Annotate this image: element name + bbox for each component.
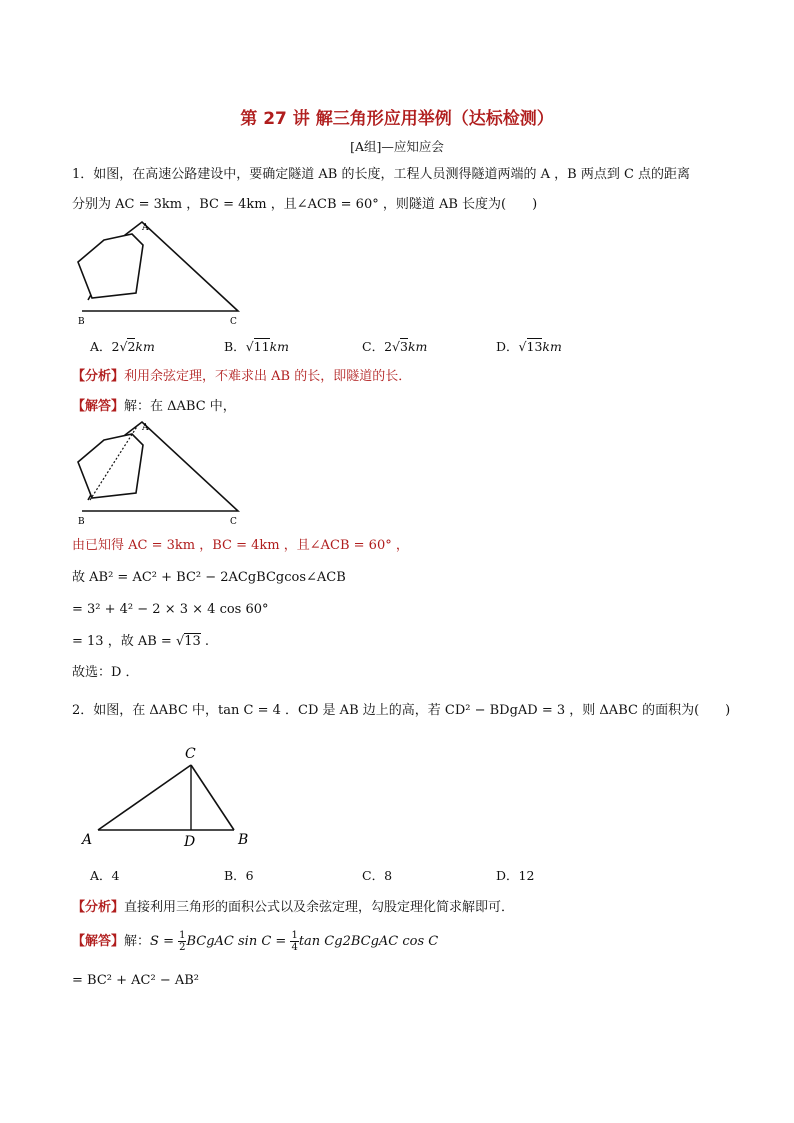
q2-option-a: A．4 xyxy=(90,868,120,883)
q2-solution-line1: 【解答】解：S = $\frac{1}{2}$ BCgAC sin C = $\frac{1}{4}$ tan Cg2BCgAC cos C xyxy=(72,930,439,953)
q1-step-2: 故 AB² = AC² + BC² − 2ACgBCgcos∠ACB xyxy=(72,570,346,585)
radical-icon: √ xyxy=(119,339,128,354)
q2-option-c: C．8 xyxy=(362,868,393,883)
radical-icon: √ xyxy=(175,634,185,649)
q1-figure xyxy=(70,220,250,332)
q1-solution-tunnel-hill xyxy=(78,434,143,498)
q1-step-3: = 3² + 4² − 2 × 3 × 4 cos 60° xyxy=(72,602,269,617)
group-heading: [A组]—应知应会 xyxy=(350,139,444,154)
q2-side-ac xyxy=(98,765,191,830)
q1-label-b: B xyxy=(78,317,85,327)
fraction-quarter: $\frac{1}{4}$ xyxy=(291,930,298,953)
fraction-half: $\frac{1}{2}$ xyxy=(179,930,186,953)
q2-option-d: D．12 xyxy=(496,868,535,883)
q1-solution-head: 【解答】解：在 ΔABC 中， xyxy=(72,399,236,414)
q1-solution-figure xyxy=(70,420,250,532)
q1-step-4: = 13 ，故 AB = √13 . xyxy=(72,634,210,649)
page-title: 第 27 讲 解三角形应用举例（达标检测） xyxy=(240,109,554,129)
q2-label-a: A xyxy=(82,832,93,848)
radical-icon: √ xyxy=(245,339,254,354)
radical-icon: √ xyxy=(392,339,400,354)
q2-label-c: C xyxy=(185,746,196,762)
q1-option-a: A．2√2km xyxy=(90,339,155,354)
q2-side-bc xyxy=(191,765,234,830)
q1-solution-label-c: C xyxy=(230,517,237,527)
q1-stem-line1: 1．如图，在高速公路建设中，要确定隧道 AB 的长度，工程人员测得隧道两端的 A ，B 两点到 C 点的距离 xyxy=(72,167,691,182)
q2-label-d: D xyxy=(184,834,196,850)
q1-answer: 故选：D ． xyxy=(72,665,139,680)
q1-solution-label-b: B xyxy=(78,517,85,527)
q1-step-1: 由已知得 AC = 3km ，BC = 4km ，且∠ACB = 60° ， xyxy=(72,538,409,553)
q2-label-b: B xyxy=(238,832,249,848)
q1-label-a: A xyxy=(142,223,149,233)
q2-stem: 2．如图，在 ΔABC 中，tan C = 4 ．CD 是 AB 边上的高，若 CD² − BDgAD = 3 ，则 ΔABC 的面积为( ) xyxy=(72,703,731,718)
q2-analysis: 【分析】直接利用三角形的面积公式以及余弦定理，勾股定理化简求解即可． xyxy=(72,900,515,915)
q1-stem-line2: 分别为 AC = 3km ，BC = 4km ，且∠ACB = 60° ，则隧道 AB 长度为( ) xyxy=(72,197,538,212)
q2-solution-line2: = BC² + AC² − AB² xyxy=(72,973,199,988)
radical-icon: √ xyxy=(518,339,527,354)
q1-label-c: C xyxy=(230,317,237,327)
q1-tunnel-hill xyxy=(78,234,143,298)
q2-option-b: B．6 xyxy=(224,868,254,883)
q2-figure xyxy=(78,740,258,852)
q1-option-b: B．√11km xyxy=(224,339,289,354)
q1-option-c: C．2√3km xyxy=(362,339,428,354)
q1-solution-label-a: A xyxy=(142,423,149,433)
q1-analysis: 【分析】利用余弦定理，不难求出 AB 的长，即隧道的长． xyxy=(72,369,412,384)
q1-option-d: D．√13km xyxy=(496,339,562,354)
